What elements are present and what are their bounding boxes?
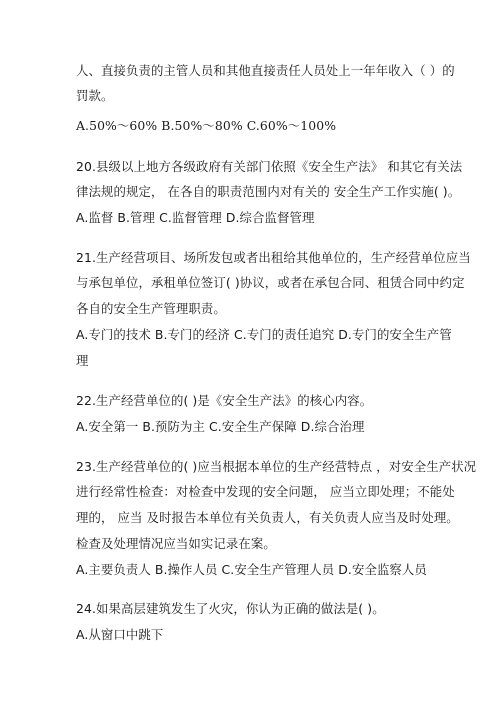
q21-options-1: A.专门的技术 B.专门的经济 C.专门的责任追究 D.专门的安全生产管 [76, 327, 452, 342]
q19-line-1: 人、直接负责的主管人员和其他直接责任人员处上一年年收入（ ）的 [76, 63, 455, 78]
q23-line-1: 23.生产经营单位的( )应当根据本单位的生产经营特点 ，对安全生产状况 [76, 459, 477, 474]
q20-line-2: 律法规的规定， 在各自的职责范围内对有关的 安全生产工作实施( )。 [76, 184, 461, 199]
q21-line-3: 各自的安全生产管理职责。 [76, 301, 226, 316]
q22-line-1: 22.生产经营单位的( )是《安全生产法》的核心内容。 [76, 393, 373, 408]
q22-options: A.安全第一 B.预防为主 C.安全生产保障 D.综合治理 [76, 419, 365, 434]
q21-options-2: 理 [76, 353, 89, 368]
q19-line-2: 罚款。 [76, 88, 114, 103]
q24-options: A.从窗口中跳下 [76, 627, 164, 642]
q20-line-1: 20.县级以上地方各级政府有关部门依照《安全生产法》 和其它有关法 [76, 159, 463, 174]
q24-line-1: 24.如果高层建筑发生了火灾，你认为正确的做法是( )。 [76, 601, 385, 616]
q21-line-2: 与承包单位，承租单位签订( )协议，或者在承包合同、租赁合同中约定 [76, 275, 465, 290]
q23-line-2: 进行经常性检查：对检查中发现的安全问题， 应当立即处理；不能处 [76, 484, 455, 499]
q20-options: A.监督 B.管理 C.监督管理 D.综合监督管理 [76, 210, 315, 225]
q23-line-3: 理的， 应当 及时报告本单位有关负责人，有关负责人应当及时处理。 [76, 510, 459, 525]
q19-options: A.50%～60% B.50%～80% C.60%～100% [76, 118, 337, 133]
q23-options: A.主要负责人 B.操作人员 C.安全生产管理人员 D.安全监察人员 [76, 562, 427, 577]
q23-line-4: 检查及处理情况应当如实记录在案。 [76, 536, 276, 551]
q21-line-1: 21.生产经营项目、场所发包或者出租给其他单位的，生产经营单位应当 [76, 250, 471, 265]
